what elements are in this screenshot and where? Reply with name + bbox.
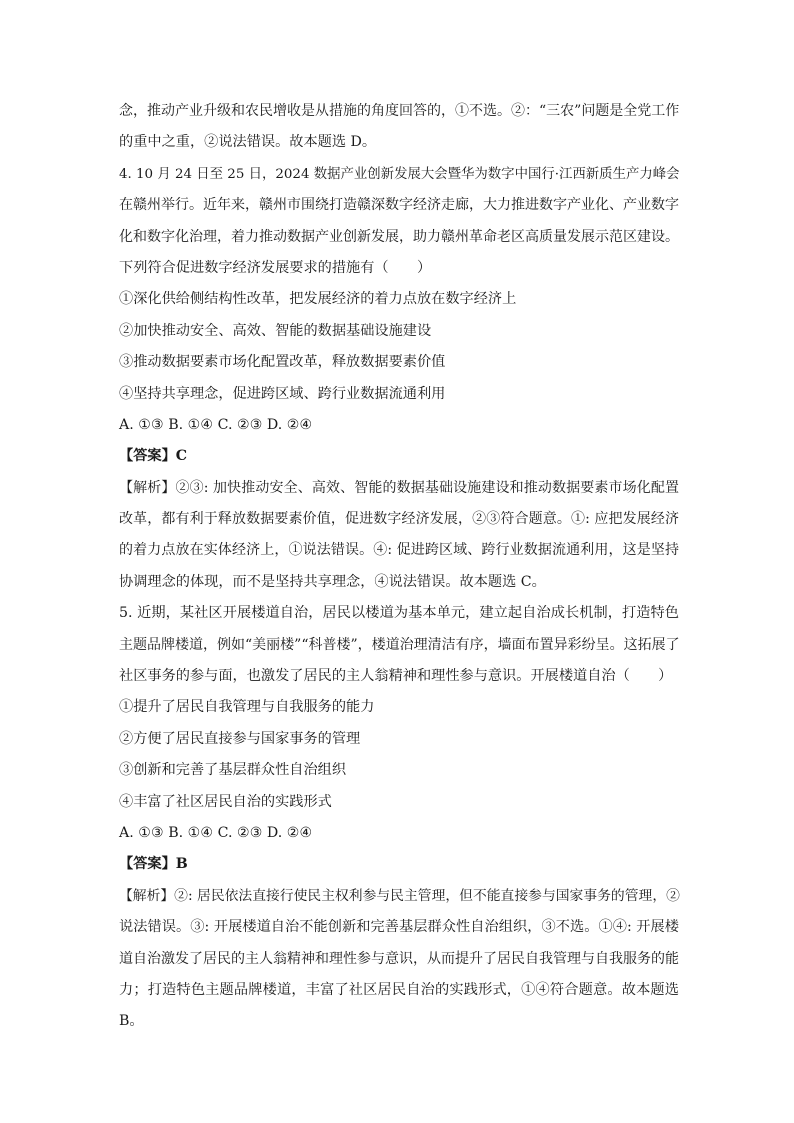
question-4-analysis: 协调理念的体现，而不是坚持共享理念，④说法错误。故本题选 C。 <box>119 573 546 590</box>
question-5-stem: 社区事务的参与面，也激发了居民的主人翁精神和理性参与意识。开展楼道自治（ ） <box>119 668 673 685</box>
question-4-choices: A. ①③ B. ①④ C. ②③ D. ②④ <box>119 416 313 433</box>
question-5-stem: 主题品牌楼道，例如“美丽楼”“科普楼”，楼道治理清洁有序，墙面布置异彩纷呈。这拓展了 <box>119 636 680 653</box>
question-4-prompt: 下列符合促进数字经济发展要求的措施有（ ） <box>119 259 432 276</box>
question-5-option: ①提升了居民自我管理与自我服务的能力 <box>119 699 375 716</box>
question-4-answer: 【答案】C <box>119 448 188 465</box>
question-4-option: ④坚持共享理念，促进跨区域、跨行业数据流通利用 <box>119 385 446 402</box>
paragraph-line: 念，推动产业升级和农民增收是从措施的角度回答的，①不选。②：“三农”问题是全党工作 <box>119 103 680 119</box>
question-5-analysis: 说法错误。③: 开展楼道自治不能创新和完善基层群众性自治组织，③不选。①④: 开展楼 <box>119 919 679 936</box>
question-5-stem: 5. 近期，某社区开展楼道自治，居民以楼道为基本单元，建立起自治成长机制，打造特色 <box>119 605 679 622</box>
question-5-answer: 【答案】B <box>119 856 188 873</box>
question-5-option: ②方便了居民直接参与国家事务的管理 <box>119 730 361 747</box>
question-4-option: ①深化供给侧结构性改革，把发展经济的着力点放在数字经济上 <box>119 291 517 308</box>
question-5-analysis: 道自治激发了居民的主人翁精神和理性参与意识，从而提升了居民自我管理与自我服务的能 <box>119 950 679 967</box>
question-5-choices: A. ①③ B. ①④ C. ②③ D. ②④ <box>119 824 313 841</box>
question-5-option: ④丰富了社区居民自治的实践形式 <box>119 793 332 810</box>
question-4-option: ②加快推动安全、高效、智能的数据基础设施建设 <box>119 322 432 339</box>
question-4-stem: 化和数字化治理，着力推动数据产业创新发展，助力赣州革命老区高质量发展示范区建设。 <box>119 228 679 245</box>
question-4-stem: 4. 10 月 24 日至 25 日，2024 数据产业创新发展大会暨华为数字中国行·江西新质生产力峰会 <box>119 166 680 182</box>
question-5-analysis: 【解析】②: 居民依法直接行使民主权利参与民主管理，但不能直接参与国家事务的管理，② <box>119 887 680 904</box>
question-5-analysis: 力；打造特色主题品牌楼道，丰富了社区居民自治的实践形式，①④符合题意。故本题选 <box>119 981 679 998</box>
paragraph-line: 的重中之重，②说法错误。故本题选 D。 <box>119 134 377 151</box>
question-5-analysis: B。 <box>119 1013 144 1030</box>
question-5-option: ③创新和完善了基层群众性自治组织 <box>119 762 347 779</box>
question-4-analysis: 的着力点放在实体经济上，①说法错误。④: 促进跨区域、跨行业数据流通利用，这是坚持 <box>119 542 679 559</box>
question-4-option: ③推动数据要素市场化配置改革，释放数据要素价值 <box>119 354 446 371</box>
document-page <box>119 96 679 1038</box>
question-4-analysis: 【解析】②③: 加快推动安全、高效、智能的数据基础设施建设和推动数据要素市场化配置 <box>119 479 679 496</box>
question-4-analysis: 改革，都有利于释放数据要素价值，促进数字经济发展，②③符合题意。①: 应把发展经济 <box>119 511 679 528</box>
question-4-stem: 在赣州举行。近年来，赣州市围绕打造赣深数字经济走廊，大力推进数字产业化、产业数字 <box>119 197 679 214</box>
